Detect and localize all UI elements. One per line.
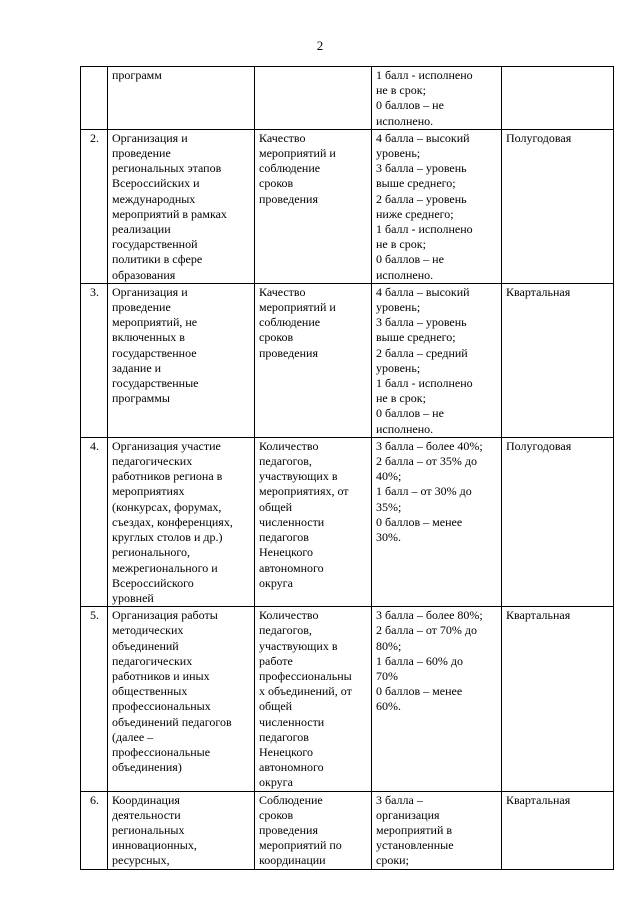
periodicity: Квартальная	[502, 283, 614, 437]
activity-name: Организация участие педагогических работников региона в мероприятиях (конкурсах, форумах, съездах, конференциях, круглых столов и др.) регионального, межрегионального и Всероссийского уровней	[108, 437, 255, 606]
periodicity: Полугодовая	[502, 437, 614, 606]
activity-name: Организация работы методических объединений педагогических работников и иных общественных профессиональных объединений педагогов (далее – профессиональные объединения)	[108, 607, 255, 791]
activity-name: Организация и проведение региональных этапов Всероссийских и международных мероприятий в рамках реализации государственной политики в сфере образования	[108, 129, 255, 283]
criterion: Количество педагогов, участвующих в работе профессиональны х объединений, от общей численности педагогов Ненецкого автономного округа	[255, 607, 372, 791]
score-scale: 1 балл - исполнено не в срок; 0 баллов – не исполнено.	[372, 67, 502, 130]
criterion: Соблюдение сроков проведения мероприятий по координации	[255, 791, 372, 869]
periodicity: Квартальная	[502, 607, 614, 791]
table-row	[81, 129, 614, 283]
criterion: Количество педагогов, участвующих в мероприятиях, от общей численности педагогов Ненецкого автономного округа	[255, 437, 372, 606]
criterion	[255, 67, 372, 130]
row-number: 6.	[81, 791, 108, 869]
criterion: Качество мероприятий и соблюдение сроков проведения	[255, 283, 372, 437]
activity-name: программ	[108, 67, 255, 130]
page-number: 2	[316, 38, 324, 53]
row-number: 5.	[81, 607, 108, 791]
periodicity	[502, 67, 614, 130]
periodicity: Квартальная	[502, 791, 614, 869]
table-row	[81, 791, 614, 869]
row-number: 3.	[81, 283, 108, 437]
row-number	[81, 67, 108, 130]
score-scale: 4 балла – высокий уровень; 3 балла – уровень выше среднего; 2 балла – уровень ниже среднего; 1 балл - исполнено не в срок; 0 баллов – не исполнено.	[372, 129, 502, 283]
row-number: 4.	[81, 437, 108, 606]
row-number: 2.	[81, 129, 108, 283]
activity-name: Организация и проведение мероприятий, не включенных в государственное задание и государственные программы	[108, 283, 255, 437]
score-scale: 3 балла – более 80%; 2 балла – от 70% до 80%; 1 балла – 60% до 70% 0 баллов – менее 60%.	[372, 607, 502, 791]
criteria-table	[80, 66, 614, 870]
score-scale: 4 балла – высокий уровень; 3 балла – уровень выше среднего; 2 балла – средний уровень; 1 балл - исполнено не в срок; 0 баллов – не исполнено.	[372, 283, 502, 437]
activity-name: Координация деятельности региональных инновационных, ресурсных,	[108, 791, 255, 869]
criterion: Качество мероприятий и соблюдение сроков проведения	[255, 129, 372, 283]
table-row	[81, 283, 614, 437]
table-row	[81, 67, 614, 130]
score-scale: 3 балла – более 40%; 2 балла – от 35% до 40%; 1 балл – от 30% до 35%; 0 баллов – менее 30%.	[372, 437, 502, 606]
score-scale: 3 балла – организация мероприятий в установленные сроки;	[372, 791, 502, 869]
table-row	[81, 437, 614, 606]
periodicity: Полугодовая	[502, 129, 614, 283]
table-row	[81, 607, 614, 791]
